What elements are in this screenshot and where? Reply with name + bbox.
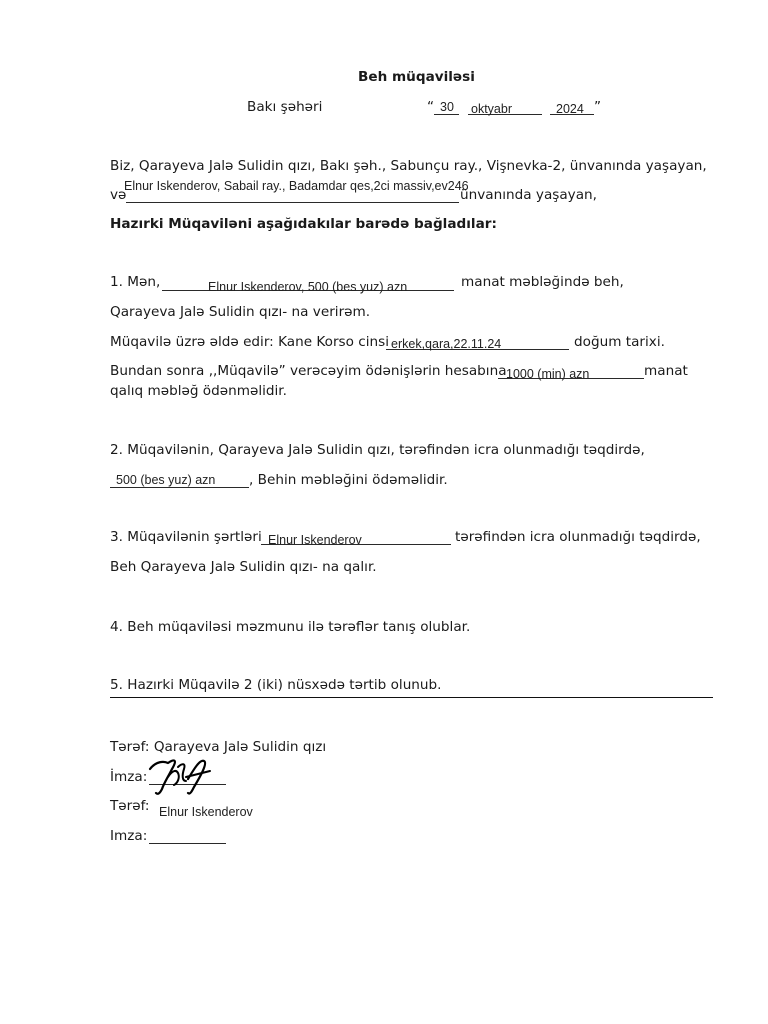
clause1-line-3-suffix: doğum tarixi. [574,334,665,350]
day-underline [434,114,459,115]
clause1-amount-fill[interactable]: Elnur Iskenderov, 500 (bes yuz) azn [208,280,408,294]
date-day[interactable]: 30 [440,100,454,114]
party2-address-fill[interactable]: Elnur Iskenderov, Sabail ray., Badamdar qes,2ci massiv,ev246 [124,179,469,193]
parties-line-1: Biz, Qarayeva Jalə Sulidin qızı, Bakı şəh., Sabunçu ray., Vişnevka-2, ünvanında yaşayan, [110,158,707,174]
sign1-label: İmza: [110,769,148,785]
date-month[interactable]: oktyabr [471,102,512,116]
clause3-party-fill[interactable]: Elnur Iskenderov [268,533,362,547]
party2-label: Tərəf: [110,798,150,814]
party2-address-underline [126,202,459,203]
party2-name-fill[interactable]: Elnur Iskenderov [159,805,253,819]
clause1-line-4-prefix: Bundan sonra ,,Müqavilə” verəcəyim ödənişlərin hesabına [110,363,507,379]
parties-line-2-suffix: ünvanında yaşayan, [460,187,597,203]
remaining-amount-fill[interactable]: 1000 (min) azn [506,367,590,381]
clause3-prefix: 3. Müqavilənin şərtləri [110,529,262,545]
intro-heading: Hazırki Müqaviləni aşağıdakılar barədə bağladılar: [110,216,497,232]
parties-line-2-prefix: və [110,187,127,203]
clause1-line-4-suffix: manat [644,363,688,379]
party1-label: Tərəf: Qarayeva Jalə Sulidin qızı [110,739,327,755]
dog-details-fill[interactable]: erkek,qara,22.11.24 [391,337,502,351]
city-label: Bakı şəhəri [247,99,323,115]
clause5-rule [110,697,713,698]
clause1-line-3-prefix: Müqavilə üzrə əldə edir: Kane Korso cinsi [110,334,389,350]
open-quote: “ [427,99,435,115]
clause3-suffix: tərəfindən icra olunmadığı təqdirdə, [455,529,701,545]
clause2-amount-fill[interactable]: 500 (bes yuz) azn [116,473,216,487]
clause1-line-5: qalıq məbləğ ödənməlidir. [110,383,287,399]
clause2-line-1: 2. Müqavilənin, Qarayeva Jalə Sulidin qızı, tərəfindən icra olunmadığı təqdirdə, [110,442,645,458]
sign2-label: Imza: [110,828,148,844]
clause1-suffix: manat məbləğində beh, [461,274,624,290]
close-quote: ” [594,99,602,115]
clause1-line-2: Qarayeva Jalə Sulidin qızı- na verirəm. [110,304,371,320]
clause3-line-2: Beh Qarayeva Jalə Sulidin qızı- na qalır. [110,559,377,575]
clause4: 4. Beh müqaviləsi məzmunu ilə tərəflər tanış olublar. [110,619,471,635]
handwritten-signature [148,755,214,797]
clause2-amount-underline [110,487,249,488]
clause2-line-2-suffix: , Behin məbləğini ödəməlidir. [249,472,448,488]
document-title: Beh müqaviləsi [358,69,475,85]
date-year[interactable]: 2024 [556,102,584,116]
clause5: 5. Hazırki Müqavilə 2 (iki) nüsxədə tərtib olunub. [110,677,442,693]
clause1-prefix: 1. Mən, [110,274,161,290]
sign2-underline[interactable] [149,843,226,844]
